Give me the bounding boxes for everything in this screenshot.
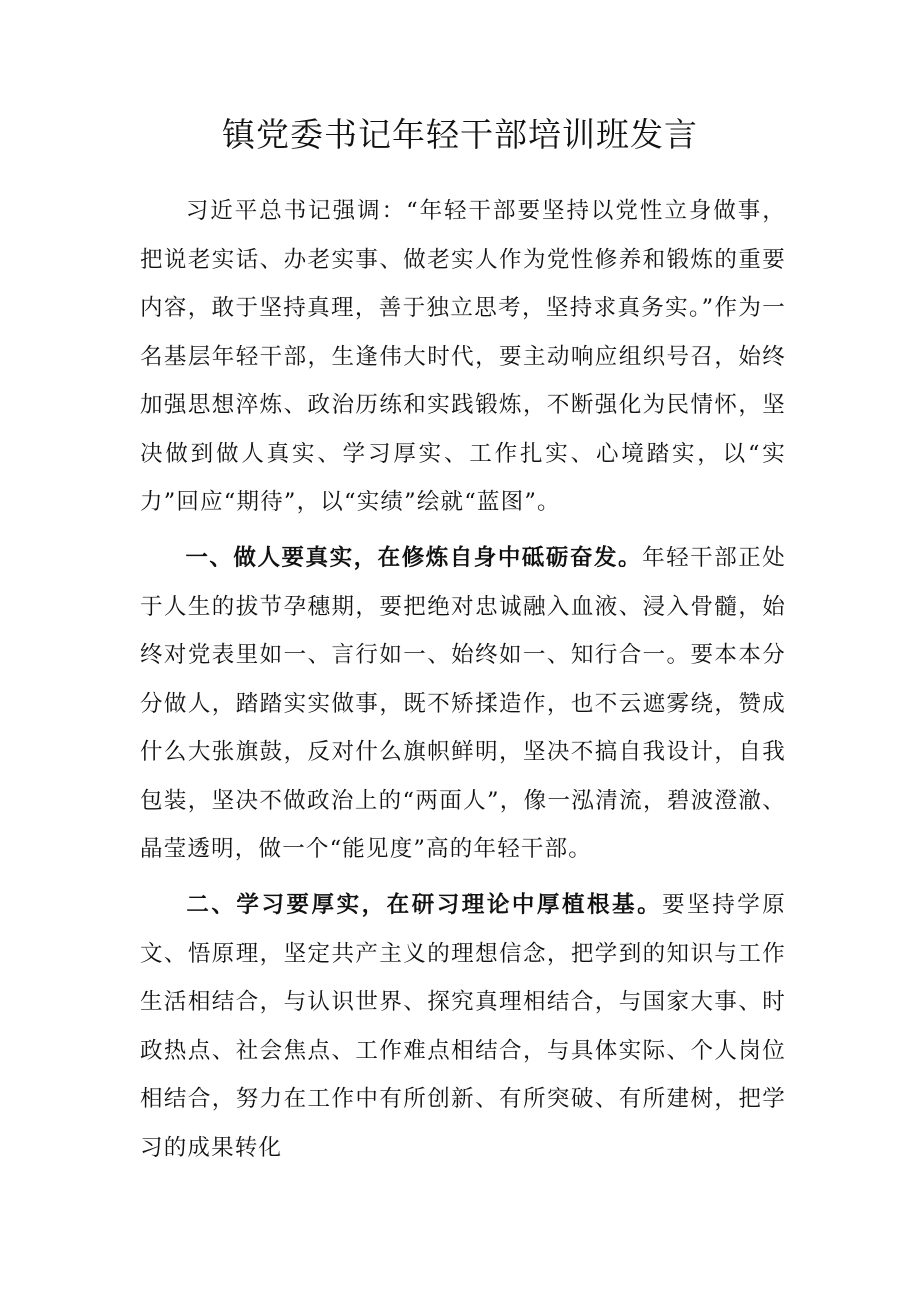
paragraph-intro	[140, 187, 786, 527]
paragraph-text: 年轻干部正处于人生的拔节孕穗期，要把绝对忠诚融入血液、浸入骨髓，始终对党表里如一、言行如一、始终如一、知行合一。要本本分分做人，踏踏实实做事，既不矫揉造作，也不云遮雾绕，赞成什么大张旗鼓，反对什么旗帜鲜明，坚决不搞自我设计，自我包装，坚决不做政治上的“两面人”，像一泓清流，碧波澄澈、晶莹透明，做一个“能见度”高的年轻干部。	[140, 545, 786, 862]
paragraph-text: 习近平总书记强调：“年轻干部要坚持以党性立身做事，把说老实话、办老实事、做老实人作为党性修养和锻炼的重要内容，敢于坚持真理，善于独立思考，坚持求真务实。”作为一名基层年轻干部，生逢伟大时代，要主动响应组织号召，始终加强思想淬炼、政治历练和实践锻炼，不断强化为民情怀，坚决做到做人真实、学习厚实、工作扎实、心境踏实，以“实力”回应“期待”，以“实绩”绘就“蓝图”。	[140, 198, 786, 515]
paragraph-section-1	[140, 534, 786, 874]
section-heading: 二、学习要厚实，在研习理论中厚植根基。	[185, 892, 663, 918]
section-heading: 一、做人要真实，在修炼自身中砥砺奋发。	[185, 545, 643, 571]
document-title: 镇党委书记年轻干部培训班发言	[222, 115, 698, 154]
paragraph-text: 要坚持学原文、悟原理，坚定共产主义的理想信念，把学到的知识与工作生活相结合，与认识世界、探究真理相结合，与国家大事、时政热点、社会焦点、工作难点相结合，与具体实际、个人岗位相结合，努力在工作中有所创新、有所突破、有所建树，把学习的成果转化	[140, 892, 786, 1161]
paragraph-section-2	[140, 881, 786, 1172]
